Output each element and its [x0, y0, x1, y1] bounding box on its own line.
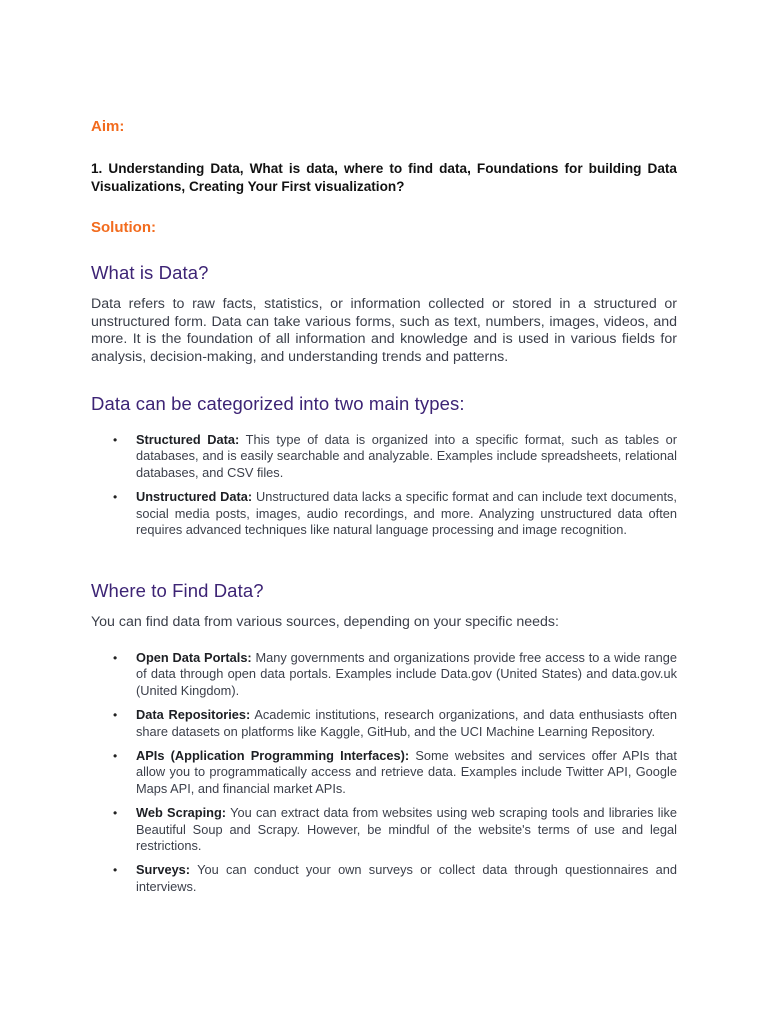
bullet-icon: •	[113, 806, 118, 821]
list-item-text: You can extract data from websites using web scraping tools and libraries like Beautiful Soup and Scrapy. However, be mindful of the website's terms of use and legal restrictions.	[136, 805, 677, 854]
data-types-list	[91, 432, 677, 546]
list-item-term: Web Scraping:	[136, 805, 227, 821]
list-item	[91, 432, 677, 481]
list-item-text: You can conduct your own surveys or collect data through questionnaires and interviews.	[136, 862, 677, 894]
list-item	[91, 862, 677, 895]
bullet-icon: •	[113, 863, 118, 878]
list-item-term: Structured Data:	[136, 432, 240, 447]
what-is-data-paragraph: Data refers to raw facts, statistics, or information collected or stored in a structured or unstructured form. Data can take various forms, such as text, numbers, images, videos, and more. It is the foundation of all information and knowledge and is used in various fields for analysis, decision-making, and understanding trends and patterns.	[91, 296, 677, 365]
aim-label: Aim:	[91, 118, 125, 135]
list-item-text: Academic institutions, research organizations, and data enthusiasts often share datasets on platforms like Kaggle, GitHub, and the UCI Machine Learning Repository.	[136, 707, 677, 739]
list-item-text: Unstructured data lacks a specific format and can include text documents, social media posts, images, audio recordings, and more. Analyzing unstructured data often requires advanced techniques like natural language processing and image recognition.	[136, 489, 677, 538]
bullet-icon: •	[113, 708, 118, 723]
list-item-term: APIs (Application Programming Interfaces):	[136, 748, 410, 764]
list-item	[91, 805, 677, 854]
data-sources-list	[91, 650, 677, 903]
what-is-data-heading: What is Data?	[91, 262, 209, 283]
list-item	[91, 748, 677, 797]
bullet-icon: •	[113, 651, 118, 665]
aim-text: 1. Understanding Data, What is data, where to find data, Foundations for building Data Visualizations, Creating Your First visualization?	[91, 161, 677, 194]
where-to-find-heading: Where to Find Data?	[91, 580, 264, 601]
list-item-text: This type of data is organized into a specific format, such as tables or databases, and is easily searchable and analyzable. Examples include spreadsheets, relational databases, and CSV files.	[136, 432, 677, 480]
solution-label: Solution:	[91, 219, 156, 236]
data-types-heading: Data can be categorized into two main types:	[91, 393, 465, 414]
list-item-text: Some websites and services offer APIs that allow you to programmatically access and retrieve data. Examples include Twitter API, Google Maps API, and financial market APIs.	[136, 748, 677, 796]
list-item-term: Data Repositories:	[136, 707, 251, 723]
list-item-text: Many governments and organizations provide free access to a wide range of data through open data portals. Examples include Data.gov (United States) and data.gov.uk (United Kingdom).	[136, 650, 677, 698]
list-item	[91, 707, 677, 740]
list-item-term: Open Data Portals:	[136, 650, 252, 665]
bullet-icon: •	[113, 433, 118, 447]
bullet-icon: •	[113, 749, 118, 764]
where-to-find-paragraph: You can find data from various sources, depending on your specific needs:	[91, 614, 559, 630]
list-item	[91, 489, 677, 538]
list-item	[91, 650, 677, 699]
list-item-term: Unstructured Data:	[136, 489, 253, 505]
bullet-icon: •	[113, 490, 118, 505]
list-item-term: Surveys:	[136, 862, 191, 878]
